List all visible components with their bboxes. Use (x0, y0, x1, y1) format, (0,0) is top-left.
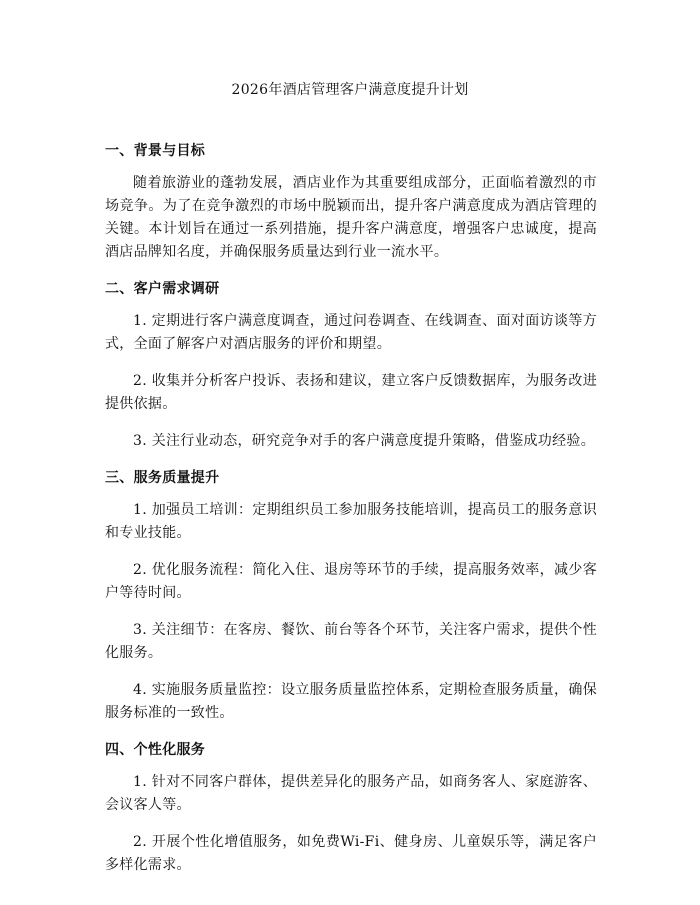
section-personalized-service (105, 739, 597, 877)
list-item: 2. 优化服务流程：简化入住、退房等环节的手续，提高服务效率，减少客户等待时间。 (105, 562, 597, 601)
section-heading: 一、背景与目标 (105, 143, 206, 159)
list-item: 2. 开展个性化增值服务，如免费Wi-Fi、健身房、儿童娱乐等，满足客户多样化需求。 (105, 834, 597, 873)
list-item: 2. 收集并分析客户投诉、表扬和建议，建立客户反馈数据库，为服务改进提供依据。 (105, 373, 597, 412)
list-item: 1. 定期进行客户满意度调查，通过问卷调查、在线调查、面对面访谈等方式，全面了解客户对酒店服务的评价和期望。 (105, 313, 597, 352)
list-item: 1. 加强员工培训：定期组织员工参加服务技能培训，提高员工的服务意识和专业技能。 (105, 502, 597, 541)
list-item: 4. 实施服务质量监控：设立服务质量监控体系，定期检查服务质量，确保服务标准的一致性。 (105, 682, 597, 721)
list-item: 3. 关注行业动态，研究竞争对手的客户满意度提升策略，借鉴成功经验。 (133, 433, 596, 449)
section-heading: 三、服务质量提升 (105, 470, 220, 486)
paragraph: 随着旅游业的蓬勃发展，酒店业作为其重要组成部分，正面临着激烈的市场竞争。为了在竞争激烈的市场中脱颖而出，提升客户满意度成为酒店管理的关键。本计划旨在通过一系列措施，提升客户满意度，增强客户忠诚度，提高酒店品牌知名度，并确保服务质量达到行业一流水平。 (105, 175, 597, 260)
section-background-goals (105, 140, 597, 264)
list-item: 1. 针对不同客户群体，提供差异化的服务产品，如商务客人、家庭游客、会议客人等。 (105, 774, 597, 813)
list-item: 3. 关注细节：在客房、餐饮、前台等各个环节，关注客户需求，提供个性化服务。 (105, 622, 597, 661)
section-customer-research (105, 278, 597, 453)
document-body (105, 140, 597, 891)
section-heading: 二、客户需求调研 (105, 281, 220, 297)
section-service-quality (105, 467, 597, 725)
document-title: 2026年酒店管理客户满意度提升计划 (231, 82, 469, 98)
section-heading: 四、个性化服务 (105, 742, 206, 758)
